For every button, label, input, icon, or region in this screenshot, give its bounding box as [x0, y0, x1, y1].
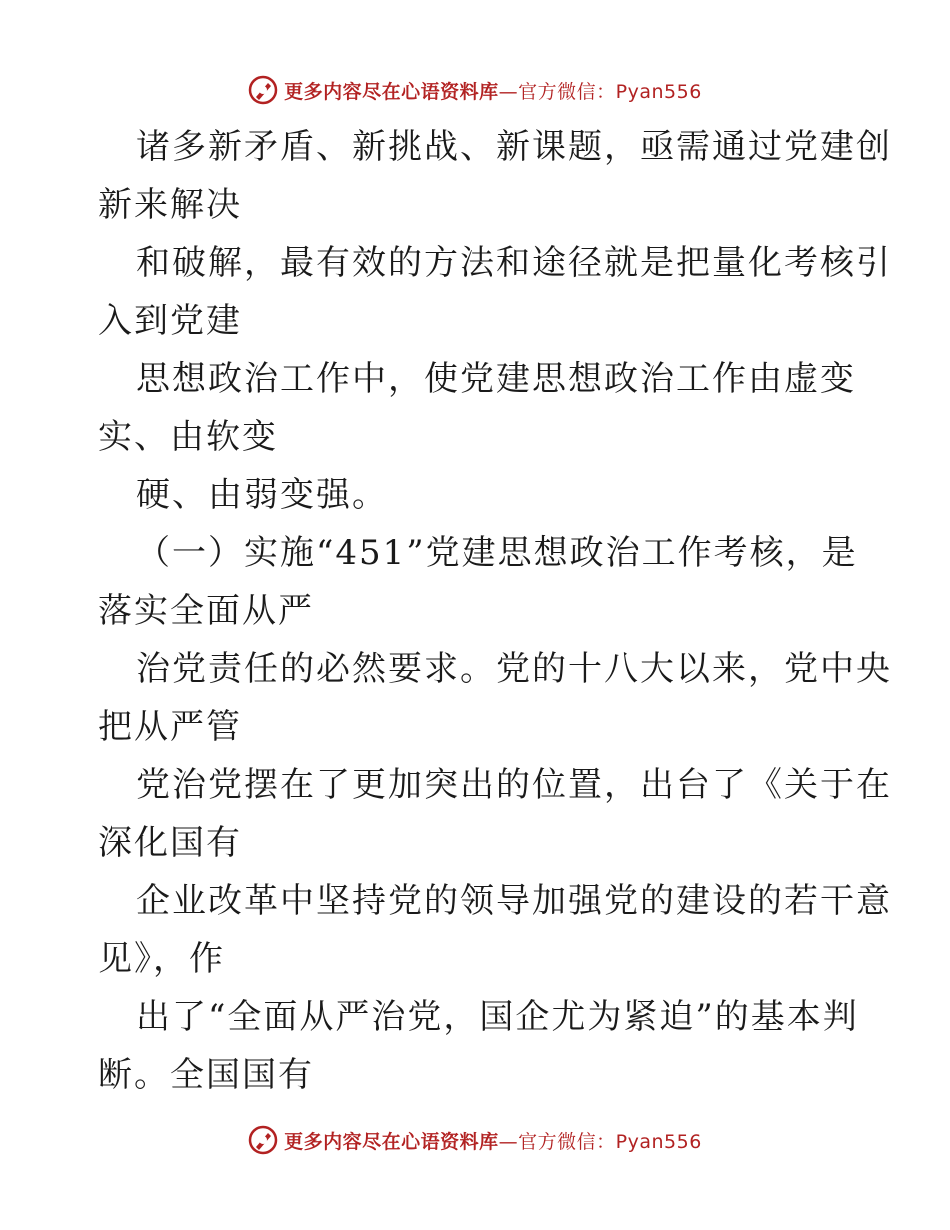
text-line: 党治党摆在了更加突出的位置，出台了《关于在 [136, 765, 892, 805]
text-line: 入到党建 [98, 301, 242, 341]
header-banner-wechat: 官方微信：Pyan556 [518, 80, 702, 103]
text-line: 深化国有 [98, 823, 242, 863]
text-line: 企业改革中坚持党的领导加强党的建设的若干意 [136, 881, 892, 921]
text-line: 思想政治工作中，使党建思想政治工作由虚变 [136, 359, 856, 399]
header-banner [0, 70, 950, 110]
text-line: 落实全面从严 [98, 591, 314, 631]
footer-banner-separator: — [498, 1130, 519, 1153]
document-body [98, 118, 892, 1104]
text-line: 见》，作 [98, 939, 225, 979]
header-banner-separator: — [498, 80, 519, 103]
footer-banner-title: 更多内容尽在心语资料库 [284, 1130, 499, 1153]
text-line: （一）实施“451”党建思想政治工作考核，是 [136, 533, 858, 573]
text-line: 和破解，最有效的方法和途径就是把量化考核引 [136, 243, 892, 283]
text-line: 断。全国国有 [98, 1055, 314, 1095]
text-line: 诸多新矛盾、新挑战、新课题，亟需通过党建创 [136, 127, 892, 167]
text-line: 出了“全面从严治党，国企尤为紧迫”的基本判 [136, 997, 859, 1037]
text-line: 实、由软变 [98, 417, 278, 457]
header-banner-title: 更多内容尽在心语资料库 [284, 80, 499, 103]
text-line: 把从严管 [98, 707, 242, 747]
pen-logo-icon [248, 1125, 278, 1155]
footer-banner [0, 1120, 950, 1160]
text-line: 新来解决 [98, 185, 242, 225]
footer-banner-wechat: 官方微信：Pyan556 [518, 1130, 702, 1153]
header-banner-text [284, 77, 702, 104]
footer-banner-text [284, 1127, 702, 1154]
pen-logo-icon [248, 75, 278, 105]
text-line: 治党责任的必然要求。党的十八大以来，党中央 [136, 649, 892, 689]
text-line: 硬、由弱变强。 [136, 475, 388, 515]
